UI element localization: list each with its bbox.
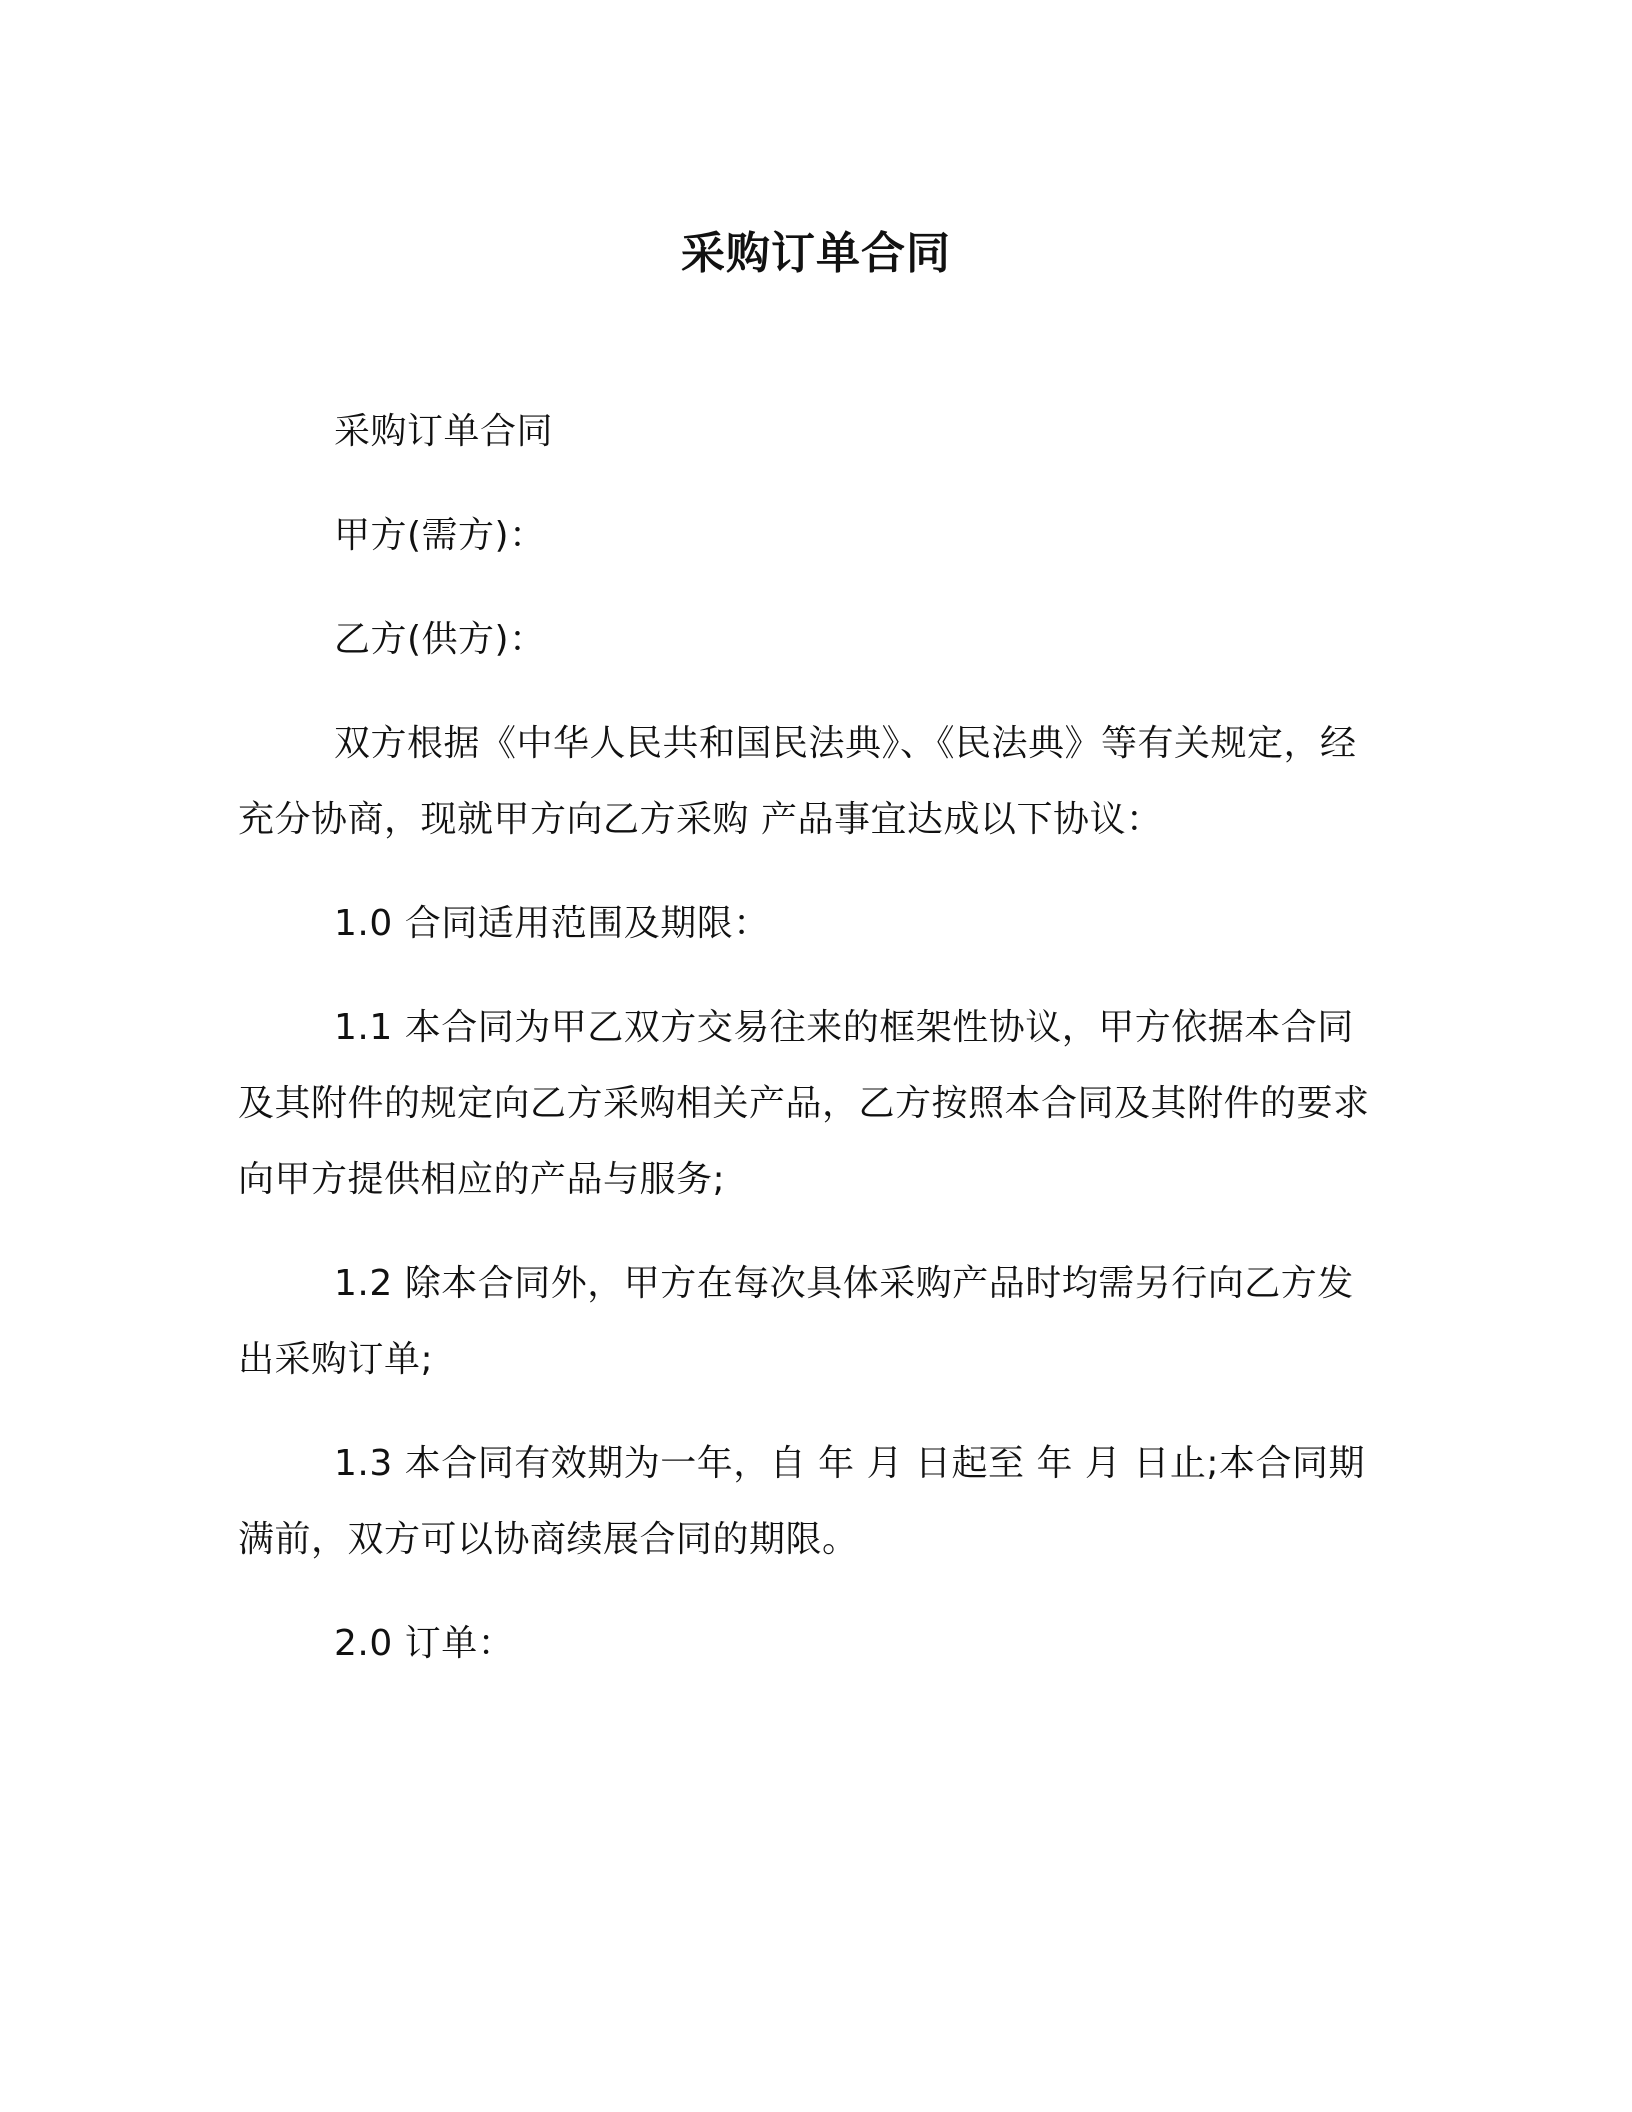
paragraph-section-1-0: 1.0 合同适用范围及期限： (334, 903, 770, 944)
paragraph-section-1-1: 1.1 本合同为甲乙双方交易往来的框架性协议，甲方依据本合同及其附件的规定向乙方采购相关产品，乙方按照本合同及其附件的要求向甲方提供相应的产品与服务; (238, 1007, 1370, 1200)
paragraph-party-a: 甲方(需方)： (334, 515, 546, 556)
paragraph-party-b: 乙方(供方)： (334, 619, 546, 660)
document-body (238, 394, 1388, 1710)
paragraph-section-1-3: 1.3 本合同有效期为一年，自 年 月 日起至 年 月 日止;本合同期满前，双方可以协商续展合同的期限。 (238, 1443, 1365, 1560)
paragraph-subtitle: 采购订单合同 (334, 411, 554, 452)
paragraph-section-2-0: 2.0 订单： (334, 1623, 515, 1664)
paragraph-section-1-2: 1.2 除本合同外，甲方在每次具体采购产品时均需另行向乙方发出采购订单; (238, 1263, 1354, 1380)
paragraph-preamble: 双方根据《中华人民共和国民法典》、《民法典》等有关规定，经充分协商，现就甲方向乙方采购 产品事宜达成以下协议： (238, 723, 1357, 840)
document-title: 采购订单合同 (681, 228, 951, 279)
